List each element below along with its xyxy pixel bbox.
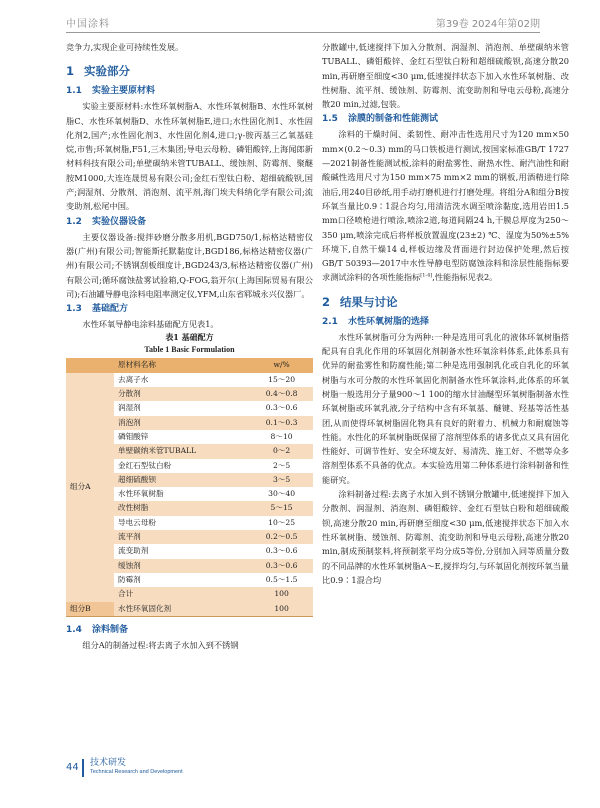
- paragraph: 涂料的干燥时间、柔韧性、耐冲击性选用尺寸为120 mm×50 mm×(0.2～0.3) mm的马口铁板进行测试,按国家标准GB/T 1727—2021制备性能测试板,涂料的耐盐雾性、耐热水性、耐汽油性和耐酸碱性选用尺寸为150 mm×75 mm×2 mm的钢板,用酒精进行除油后,用240目砂纸,用手动打磨机进行打磨处理。将组分A和组分B按环氧当量比0.9∶1混合均匀,用清洁洗水调至喷涂黏度,选用岩田1.5 mm口径喷枪进行喷涂,喷涂2道,每道间隔24 h,干膜总厚度为250～350 μm,喷涂完成后将样板放置温度(23±2) ℃、湿度为50%±5%环境下,自然干燥14 d,样板边缘及背面进行封边保护处理,然后按GB/T 50393—2017中水性导静电型防腐蚀涂料和涂层性能指标要求测试涂料的各项性能指标[1-4],性能指标见表2。: [322, 129, 569, 283]
- citation: [1-4]: [420, 272, 433, 279]
- subsection-heading: 1.3 基础配方: [66, 304, 128, 315]
- material-wt: 0.2～0.5: [250, 530, 313, 544]
- material-wt: 30～40: [250, 487, 313, 501]
- subsection-heading: 2.1 水性环氧树脂的选择: [322, 316, 429, 327]
- material-name: 单壁碳纳米管TUBALL: [114, 444, 250, 458]
- material-name: 润湿剂: [114, 401, 250, 415]
- subsection-heading: 1.4 涂料制备: [66, 624, 128, 635]
- material-wt: 10～25: [250, 516, 313, 530]
- material-wt: 0.1～0.3: [250, 416, 313, 430]
- paragraph: 涂料制备过程:去离子水加入到不锈钢分散罐中,低速搅拌下加入分散剂、润湿剂、消泡剂、磷钼酸锌、金红石型钛白粉和超细硫酸钡,高速分散20 min,再研磨至细度<30 μm,低速搅拌状态下加入水性环氧树脂、缓蚀剂、防霉剂、流变助剂和导电云母粉,高速分散20 min,制成预制浆料,将预制浆平均分成5等份,分别加入同等质量分数的不同品牌的水性环氧树脂A～E,搅拌均匀,与环氧固化剂按环氧当量比0.9∶1混合均: [322, 489, 569, 585]
- table-row: [66, 602, 313, 617]
- header-rule: [66, 32, 540, 33]
- footer-title: 技术研发: [90, 758, 127, 768]
- material-name: 去离子水: [114, 373, 250, 387]
- material-wt: 0.4～0.8: [250, 387, 313, 401]
- material-name: 分散剂: [114, 387, 250, 401]
- group-label: 组分A: [66, 373, 114, 602]
- paragraph: 组分A的制备过程:将去离子水加入到不锈钢: [82, 639, 239, 650]
- material-wt: 0～2: [250, 444, 313, 458]
- paragraph: 水性环氧导静电涂料基础配方见表1。: [82, 319, 219, 330]
- material-name: 缓蚀剂: [114, 559, 250, 573]
- material-wt: 0.3～0.6: [250, 401, 313, 415]
- formulation-table: [66, 358, 313, 616]
- material-name: 水性环氧树脂: [114, 487, 250, 501]
- material-wt: 3～5: [250, 473, 313, 487]
- subsection-heading: 1.2 实验仪器设备: [66, 216, 146, 227]
- table-row: [66, 373, 313, 387]
- page-number: 44: [66, 762, 79, 773]
- paragraph: 实验主要原材料:水性环氧树脂A、水性环氧树脂B、水性环氧树脂C、水性环氧树脂D、水性环氧树脂E,进口;水性固化剂1、水性固化剂2,国产;水性固化剂3、水性固化剂4,进口;γ-胺丙基三乙氧基硅烷,市售;环氧树脂,F51,三木集团;导电云母粉、磷钼酸锌,上海闻郎新材料科技有限公司;单壁碳纳米管TUBALL、缓蚀剂、防霉剂、聚醚胺M1000,大连连晟贸易有限公司;金红石型钛白粉、超细硫酸钡,国产;润湿剂、分散剂、消泡剂、流平剂,海门埃夫科纳化学有限公司;流变助剂,松尾中国。: [66, 101, 313, 212]
- table-header-group: [66, 358, 114, 372]
- material-name: 流变助剂: [114, 544, 250, 558]
- group-label: 组分B: [66, 602, 114, 617]
- material-wt: 8～10: [250, 430, 313, 444]
- table-header-name: 原材料名称: [114, 358, 250, 372]
- right-column: [322, 40, 569, 587]
- paragraph: 水性环氧树脂可分为两种:一种是选用可乳化的液体环氧树脂搭配具有自乳化作用的环氧固化剂制备水性环氧涂料体系,此体系具有优异的耐盐雾性和防腐性能;第二种是选用强制乳化或自乳化的环氧树脂与水可分散的水性环氧固化剂制备水性环氧涂料,此体系的环氧树脂一般选用分子量900～1 100的缩水甘油醚型环氧树脂制备水性环氧树脂或环氧乳液,分子结构中含有环氧基、醚键、羟基等活性基团,从而使得环氧树脂固化物具有良好的附着力、机械力和耐腐蚀等性能。水性化的环氧树脂既保留了溶剂型体系的诸多优点又具有固化性能好、可调节性好、安全环境友好、易清洗、施工好、不燃等众多溶剂型体系不具备的优点。本实验选用第二种体系进行涂料制备和性能研究。: [322, 331, 569, 485]
- material-wt: 5～15: [250, 501, 313, 515]
- table-header-wt: w/%: [250, 358, 313, 372]
- left-column: [66, 40, 313, 652]
- material-wt: 0.3～0.6: [250, 544, 313, 558]
- material-name: 合计: [114, 587, 250, 601]
- table-caption-en: Table 1 Basic Formulation: [144, 345, 235, 355]
- material-name: 改性树脂: [114, 501, 250, 515]
- section-heading: 1 实验部分: [66, 64, 131, 79]
- table-caption: 表1 基础配方: [165, 332, 214, 343]
- material-name: 磷钼酸锌: [114, 430, 250, 444]
- footer-subtitle: Technical Research and Development: [90, 769, 183, 775]
- journal-name: 中国涂料: [66, 19, 110, 30]
- material-name: 金红石型钛白粉: [114, 459, 250, 473]
- paragraph: 分散罐中,低速搅拌下加入分散剂、润湿剂、消泡剂、单壁碳纳米管TUBALL、磷钼酸锌、金红石型钛白粉和超细硫酸钡,高速分散20 min,再研磨至细度<30 μm,低速搅拌状态下加入水性环氧树脂、改性树脂、流平剂、缓蚀剂、防霉剂、流变助剂和导电云母粉,高速分散20 min,过滤,包装。: [322, 42, 569, 110]
- material-wt: 100: [250, 587, 313, 601]
- material-wt: 2～5: [250, 459, 313, 473]
- material-name: 导电云母粉: [114, 516, 250, 530]
- footer-bar: [82, 759, 84, 777]
- material-name: 超细硫酸钡: [114, 473, 250, 487]
- material-name: 防霉剂: [114, 573, 250, 587]
- subsection-heading: 1.5 涂膜的制备和性能测试: [322, 114, 438, 125]
- material-wt: 0.3～0.6: [250, 559, 313, 573]
- paragraph: 主要仪器设备:搅拌砂磨分散多用机,BGD750/1,标格达精密仪器(广州)有限公司;智能斯托默黏度计,BGD186,标格达精密仪器(广州)有限公司;不锈钢刮板细度计,BGD243/3,标格达精密仪器(广州)有限公司;循环腐蚀盐雾试验箱,Q-FOG,翁开尔(上海国际贸易有限公司);石油罐导静电涂料电阻率测定仪,YFM,山东省郓城永兴仪器厂。: [66, 231, 313, 299]
- material-name: 水性环氧固化剂: [114, 602, 250, 617]
- paragraph: 竞争力,实现企业可持续性发展。: [66, 42, 184, 52]
- material-name: 流平剂: [114, 530, 250, 544]
- material-wt: 0.5～1.5: [250, 573, 313, 587]
- material-wt: 100: [250, 602, 313, 617]
- subsection-heading: 1.1 实验主要原材料: [66, 86, 155, 97]
- material-name: 消泡剂: [114, 416, 250, 430]
- section-heading: 2 结果与讨论: [322, 294, 398, 309]
- issue-label: 第39卷 2024年第02期: [435, 19, 540, 30]
- material-wt: 15～20: [250, 373, 313, 387]
